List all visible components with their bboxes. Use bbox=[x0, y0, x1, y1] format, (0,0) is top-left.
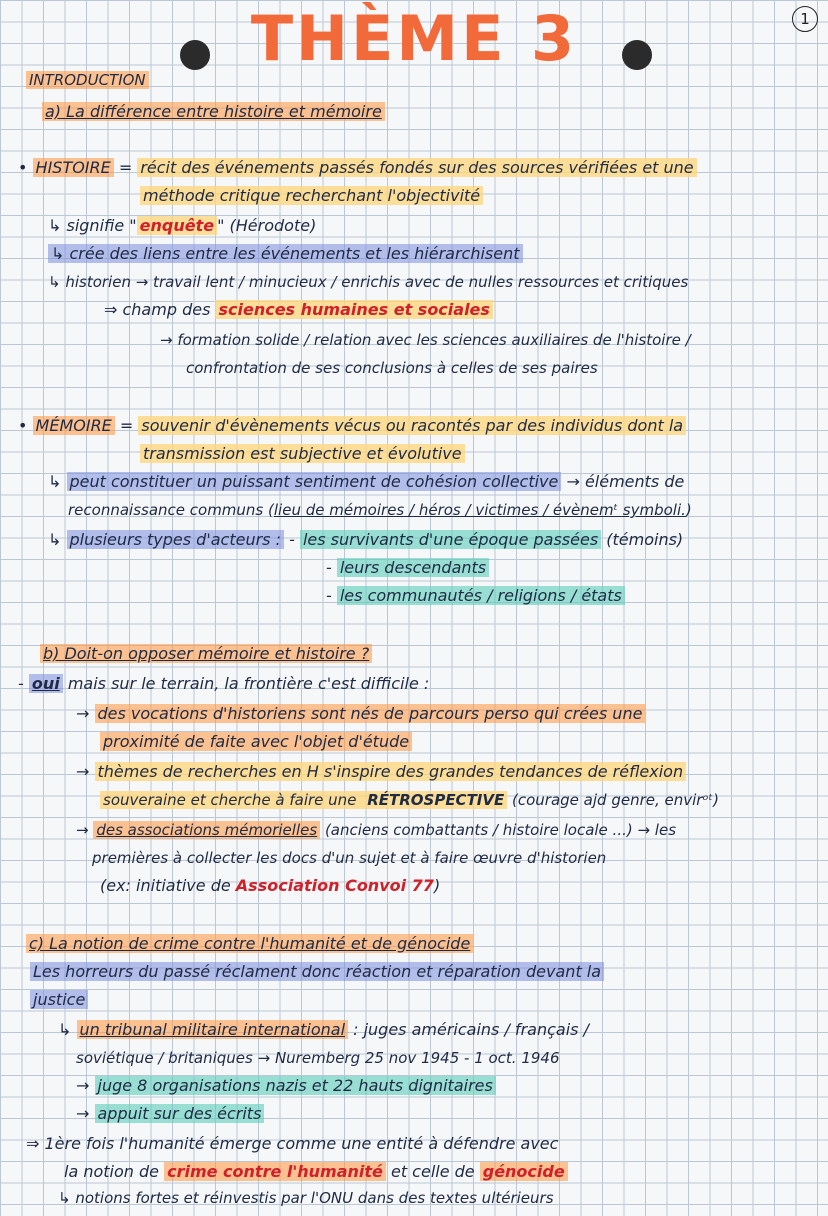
b-l5a: souveraine et cherche à faire une bbox=[100, 791, 364, 809]
c-l7: ⇒ 1ère fois l'humanité émerge comme une entité à défendre avec bbox=[26, 1134, 559, 1153]
memoire-cohesion-line bbox=[48, 472, 684, 492]
c-nuremberg-line bbox=[76, 1048, 560, 1068]
c-l8a: la notion de bbox=[64, 1162, 165, 1181]
c-l6a: → bbox=[76, 1104, 95, 1123]
c-appuit-line bbox=[76, 1104, 264, 1124]
memoire-term: MÉMOIRE bbox=[33, 416, 115, 435]
c-genocide: génocide bbox=[480, 1162, 568, 1181]
histoire-enquete-line bbox=[48, 216, 316, 236]
c-justice-line bbox=[30, 990, 88, 1010]
histoire-l4a: ⇒ champ des bbox=[104, 300, 216, 319]
b-l4b: thèmes de recherches en H s'inspire des grandes tendances de réflexion bbox=[95, 762, 687, 781]
c-l3b: un tribunal militaire international bbox=[77, 1020, 349, 1039]
histoire-l1a: ↳ signifie " bbox=[48, 216, 137, 235]
memoire-l5b: les communautés / religions / états bbox=[337, 586, 625, 605]
histoire-l1c: " (Hérodote) bbox=[217, 216, 317, 235]
c-tribunal-line bbox=[58, 1020, 589, 1040]
c-crime-humanite: crime contre l'humanité bbox=[164, 1162, 386, 1181]
memoire-descendants-line bbox=[326, 558, 489, 578]
memoire-l3c: - bbox=[283, 530, 300, 549]
memoire-l3a: ↳ bbox=[48, 530, 67, 549]
b-exemple-line bbox=[100, 876, 440, 896]
page-number: 1 bbox=[792, 6, 818, 32]
c-l5b: juge 8 organisations nazis et 22 hauts dignitaires bbox=[95, 1076, 496, 1095]
c-horreurs-line bbox=[30, 962, 604, 982]
page-title: THÈME 3 bbox=[250, 2, 578, 75]
b-l5b: RÉTROSPECTIVE bbox=[364, 791, 507, 809]
memoire-eq: = bbox=[114, 416, 139, 435]
b-l6b: des associations mémorielles bbox=[93, 821, 320, 839]
c-l1: Les horreurs du passé réclament donc réaction et réparation devant la bbox=[30, 962, 604, 981]
memoire-reconnaissance-line bbox=[68, 500, 692, 520]
b-oui: oui bbox=[29, 674, 63, 693]
memoire-definition-line2 bbox=[140, 444, 465, 464]
histoire-sciences: sciences humaines et sociales bbox=[215, 300, 492, 319]
memoire-l2a: reconnaissance communs ( bbox=[68, 501, 274, 519]
b-convoi: Association Convoi 77 bbox=[235, 876, 434, 895]
histoire-term: HISTOIRE bbox=[33, 158, 114, 177]
c-l6b: appuit sur des écrits bbox=[95, 1104, 265, 1123]
b-collecter-line bbox=[92, 848, 606, 868]
histoire-definition-line1: • HISTOIRE = récit des événements passés fondés sur des sources vérifiées et une bbox=[18, 158, 697, 178]
section-c-heading-text: c) La notion de crime contre l'humanité et de génocide bbox=[26, 934, 473, 953]
memoire-l4a: - bbox=[326, 558, 337, 577]
histoire-champ-line bbox=[104, 300, 493, 320]
c-humanite-line bbox=[26, 1134, 558, 1154]
section-b-heading bbox=[40, 644, 372, 664]
b-l6a: → bbox=[76, 821, 94, 839]
c-l9: ↳ notions fortes et réinvestis par l'ONU dans des textes ultérieurs bbox=[58, 1189, 554, 1207]
b-retrospective-line bbox=[100, 790, 719, 810]
histoire-definition-line2 bbox=[140, 186, 483, 206]
memoire-l5a: - bbox=[326, 586, 337, 605]
section-a-heading bbox=[42, 102, 385, 122]
histoire-def2: méthode critique recherchant l'objectivité bbox=[140, 186, 483, 205]
b-themes-line bbox=[76, 762, 686, 782]
b-l2b: des vocations d'historiens sont nés de parcours perso qui crées une bbox=[95, 704, 646, 723]
intro-label-text: INTRODUCTION bbox=[26, 71, 149, 89]
intro-label bbox=[26, 70, 149, 90]
memoire-l1c: → éléments de bbox=[561, 472, 685, 491]
histoire-formation-line bbox=[160, 330, 691, 350]
memoire-l3b: plusieurs types d'acteurs : bbox=[67, 530, 284, 549]
histoire-def1: récit des événements passés fondés sur des sources vérifiées et une bbox=[137, 158, 696, 177]
histoire-eq: = bbox=[113, 158, 138, 177]
c-l8c: et celle de bbox=[385, 1162, 480, 1181]
b-l4a: → bbox=[76, 762, 95, 781]
b-vocations-line bbox=[76, 704, 645, 724]
section-c-heading bbox=[26, 934, 473, 954]
b-l7: premières à collecter les docs d'un sujet et à faire œuvre d'historien bbox=[92, 849, 607, 867]
b-oui-line: - oui mais sur le terrain, la frontière c'est difficile : bbox=[18, 674, 430, 693]
b-associations-line bbox=[76, 820, 676, 840]
c-l4: soviétique / britaniques → Nuremberg 25 nov 1945 - 1 oct. 1946 bbox=[76, 1049, 560, 1067]
b-proximite-line bbox=[100, 732, 412, 752]
memoire-definition-line1: • MÉMOIRE = souvenir d'évènements vécus ou racontés par des individus dont la bbox=[18, 416, 686, 436]
memoire-def1: souvenir d'évènements vécus ou racontés par des individus dont la bbox=[138, 416, 686, 435]
histoire-historien-line bbox=[48, 272, 688, 292]
histoire-l3: ↳ historien → travail lent / minucieux / enrichis avec de nulles ressources et critiques bbox=[48, 273, 689, 291]
b-l3: proximité de faite avec l'objet d'étude bbox=[100, 732, 412, 751]
histoire-confrontation-line bbox=[186, 358, 598, 378]
b-l1: mais sur le terrain, la frontière c'est difficile : bbox=[62, 674, 430, 693]
section-a-heading-text: a) La différence entre histoire et mémoire bbox=[42, 102, 385, 121]
memoire-l4b: leurs descendants bbox=[337, 558, 489, 577]
histoire-l2: ↳ crée des liens entre les événements et les hiérarchisent bbox=[48, 244, 523, 263]
histoire-liens-line bbox=[48, 244, 523, 264]
c-l3a: ↳ bbox=[58, 1020, 77, 1039]
b-l6c: (anciens combattants / histoire locale ...) → les bbox=[320, 821, 677, 839]
histoire-l6: confrontation de ses conclusions à celles de ses paires bbox=[186, 359, 598, 377]
c-l2: justice bbox=[30, 990, 88, 1009]
memoire-acteurs-line bbox=[48, 530, 683, 550]
memoire-l2c: ) bbox=[685, 501, 692, 519]
c-onu-line bbox=[58, 1188, 554, 1208]
b-l8c: ) bbox=[433, 876, 441, 895]
memoire-l3d: les survivants d'une époque passées bbox=[300, 530, 601, 549]
memoire-l2b: lieu de mémoires / héros / victimes / évènemᵗ symboli. bbox=[273, 501, 686, 519]
histoire-l5: → formation solide / relation avec les sciences auxiliaires de l'histoire / bbox=[160, 331, 691, 349]
histoire-enquete: enquête bbox=[137, 216, 217, 235]
c-juge-line bbox=[76, 1076, 496, 1096]
b-l2a: → bbox=[76, 704, 95, 723]
c-l5a: → bbox=[76, 1076, 95, 1095]
memoire-l1b: peut constituer un puissant sentiment de cohésion collective bbox=[67, 472, 562, 491]
b-l5c: (courage ajd genre, envirᵒᵗ) bbox=[507, 791, 719, 809]
memoire-def2: transmission est subjective et évolutive bbox=[140, 444, 465, 463]
c-l3c: : juges américains / français / bbox=[348, 1020, 589, 1039]
b-l8a: (ex: initiative de bbox=[100, 876, 236, 895]
memoire-l3e: (témoins) bbox=[601, 530, 684, 549]
memoire-l1a: ↳ bbox=[48, 472, 67, 491]
memoire-communautes-line bbox=[326, 586, 625, 606]
c-notion-line bbox=[64, 1162, 568, 1182]
section-b-heading-text: b) Doit-on opposer mémoire et histoire ? bbox=[40, 644, 372, 663]
